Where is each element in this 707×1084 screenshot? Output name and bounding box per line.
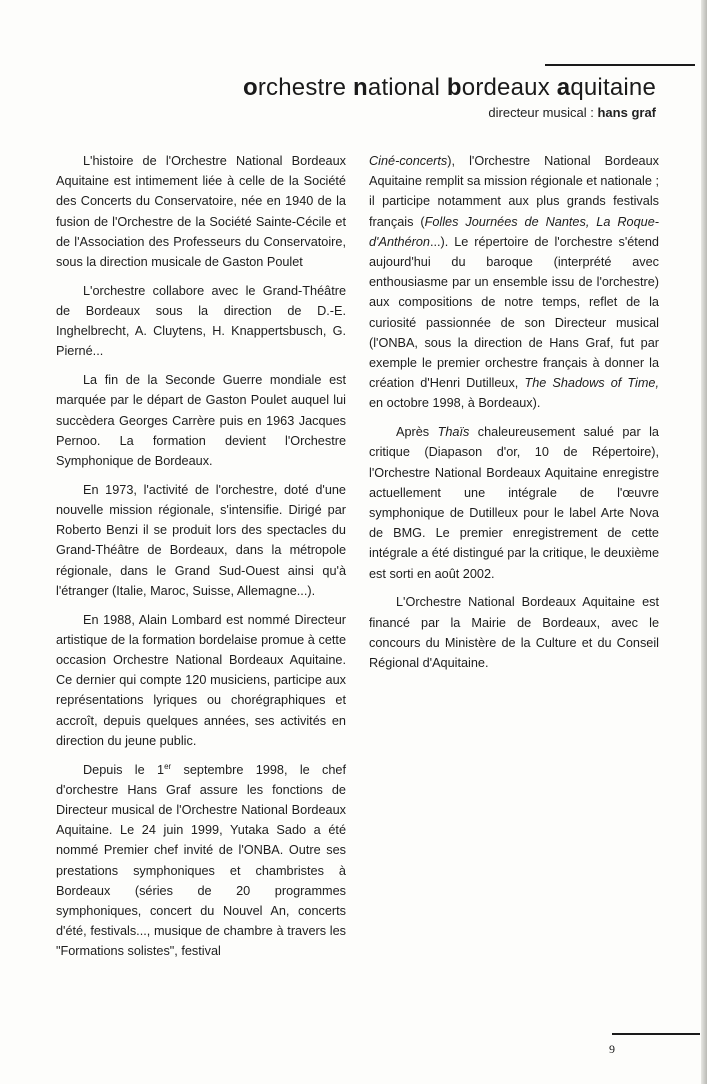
title-initial: o xyxy=(242,74,258,101)
ordinal-suffix: er xyxy=(164,761,172,771)
title-initial: b xyxy=(446,74,462,101)
right-column xyxy=(369,151,659,682)
title-initial: n xyxy=(353,74,368,101)
page-subtitle xyxy=(243,104,656,122)
text-run: Après xyxy=(396,425,438,440)
left-column xyxy=(56,151,346,970)
italic-run: Thaïs xyxy=(437,425,470,440)
text-run: Depuis le 1 xyxy=(83,762,165,777)
paragraph: La fin de la Seconde Guerre mondiale est marquée par le départ de Gaston Poulet auquel lui succèdera Georges Carrère puis en 1963 Jacques Pernoo. La formation devient l'Orchestre Symphonique de Bordeaux. xyxy=(56,373,346,469)
title-word: ordeaux xyxy=(461,74,557,101)
italic-run: Folles Journées de Nantes, La Roque-d'Anthéron xyxy=(369,214,659,249)
title-word: rchestre xyxy=(257,74,354,101)
paragraph xyxy=(369,151,659,414)
paragraph: En 1973, l'activité de l'orchestre, doté d'une nouvelle mission régionale, s'intensifie. Dirigé par Roberto Benzi il se produit lors des spectacles du Grand-Théâtre de Bordeaux, dans la métropole régionale, dans le Grand Sud-Ouest ainsi qu'à l'étranger (Italie, Maroc, Suisse, Allemagne...). xyxy=(56,482,346,598)
paragraph: L'Orchestre National Bordeaux Aquitaine est financé par la Mairie de Bordeaux, avec le concours du Ministère de la Culture et du Conseil Régional d'Aquitaine. xyxy=(369,595,659,671)
text-run: ), l'Orchestre National Bordeaux Aquitaine remplit sa mission régionale et nationale ; il participe notamment aux plus grands festivals français ( xyxy=(369,154,659,229)
footer-rule xyxy=(612,1033,700,1035)
title-word: ational xyxy=(367,74,447,101)
page-number: 9 xyxy=(609,1042,615,1056)
text-run: chaleureusement salué par la critique (Diapason d'or, 10 de Répertoire), l'Orchestre National Bordeaux Aquitaine enregistre actuellement une intégrale de l'œuvre symphonique de Dutilleux pour le label Arte Nova de BMG. Le premier enregistrement de cette intégrale a été distingué par la critique, le deuxième est sorti en août 2002. xyxy=(369,425,659,581)
paragraph: L'histoire de l'Orchestre National Bordeaux Aquitaine est intimement liée à celle de la Société des Concerts du Conservatoire, née en 1940 de la fusion de l'Orchestre de la Société Sainte-Cécile et de l'Association des Professeurs du Conservatoire, sous la direction musicale de Gaston Poulet xyxy=(56,154,346,270)
paragraph: En 1988, Alain Lombard est nommé Directeur artistique de la formation bordelaise promue à cette occasion Orchestre National Bordeaux Aquitaine. Ce dernier qui compte 120 musiciens, participe aux représentations lyriques ou chorégraphiques et accroît, depuis quelques années, ses activités en direction du jeune public. xyxy=(56,612,346,748)
italic-run: Ciné-concerts xyxy=(369,154,448,168)
subtitle-name: hans graf xyxy=(597,105,656,120)
paragraph xyxy=(56,760,346,962)
text-run: ...). Le répertoire de l'orchestre s'étend aujourd'hui du baroque (interprété avec enthousiasme par un ensemble issu de l'orchestre) aux compositions de notre temps, reflet de la curiosité passionnée de son Directeur musical (l'ONBA, sous la direction de Hans Graf, fut par exemple le premier orchestre français à donner la création d'Henri Dutilleux, xyxy=(369,234,659,391)
italic-run: The Shadows of Time, xyxy=(524,376,659,391)
paragraph: L'orchestre collabore avec le Grand-Théâtre de Bordeaux sous la direction de D.-E. Inghelbrecht, A. Cluytens, H. Knappertsbusch, G. Pierné... xyxy=(56,283,346,359)
header-rule xyxy=(545,64,695,66)
page-title xyxy=(243,72,656,104)
title-initial: a xyxy=(556,74,571,101)
page-edge-shadow xyxy=(701,0,707,1084)
page-header xyxy=(243,72,656,122)
paragraph xyxy=(369,422,659,584)
title-word: quitaine xyxy=(570,74,656,101)
subtitle-label: directeur musical : xyxy=(488,105,598,120)
text-run: en octobre 1998, à Bordeaux). xyxy=(369,396,541,411)
text-run: septembre 1998, le chef d'orchestre Hans Graf assure les fonctions de Directeur musical de l'Orchestre National Bordeaux Aquitaine. Le 24 juin 1999, Yutaka Sado a été nommé Premier chef invité de l'ONBA. Outre ses prestations symphoniques et chambristes à Bordeaux (séries de 20 programmes symphoniques, concert du Nouvel An, concerts d'été, festivals..., musique de chambre à travers les "Formations solistes", festival xyxy=(56,762,346,959)
